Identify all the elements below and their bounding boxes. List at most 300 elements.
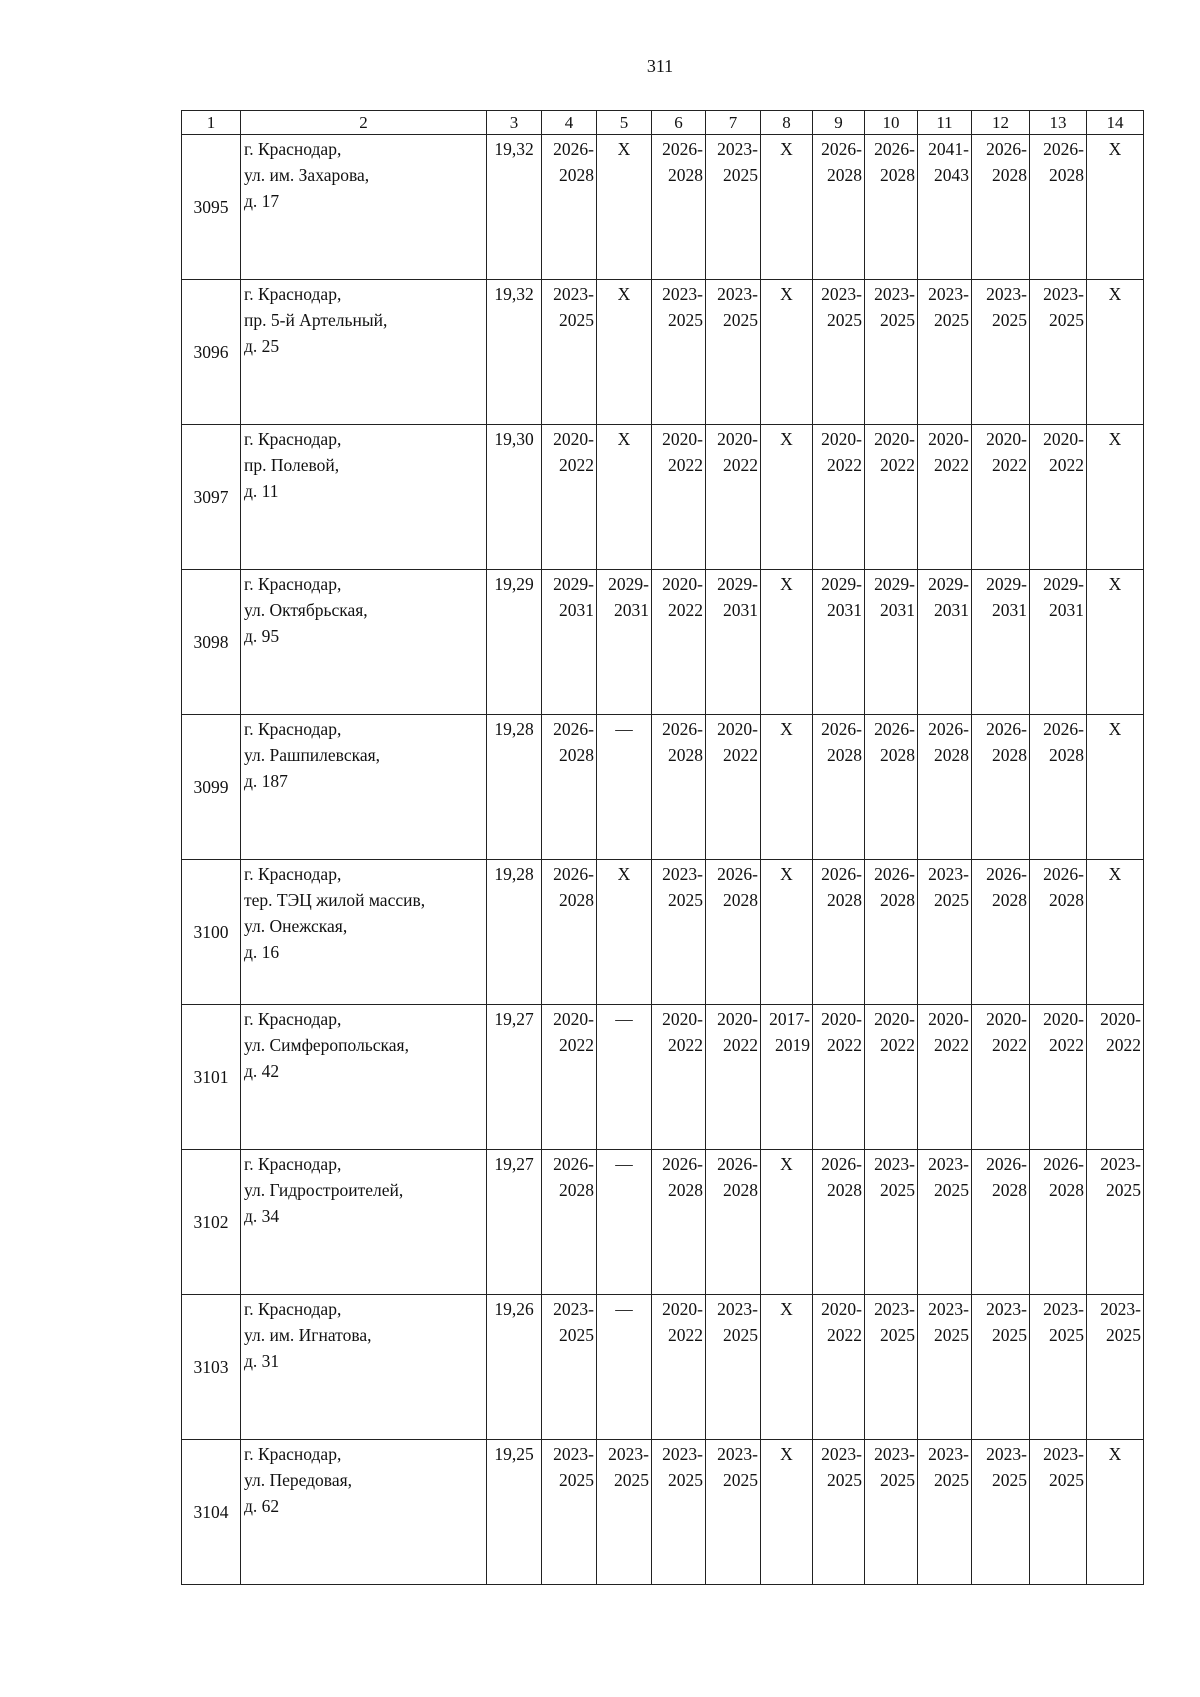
indicator-value: 19,25 [487, 1440, 542, 1585]
period-line: 2020- [662, 1299, 703, 1319]
period-line: 2023- [717, 1444, 758, 1464]
period-line: 2023- [928, 284, 969, 304]
period-cell [972, 1005, 1030, 1150]
period-cell [972, 280, 1030, 425]
period-cell [652, 1295, 706, 1440]
period-cell [1030, 1150, 1087, 1295]
housing-repair-schedule-table [181, 110, 1144, 1585]
period-line: 2022 [1106, 1035, 1141, 1055]
period-cell [1030, 1005, 1087, 1150]
period-line: 2026- [662, 719, 703, 739]
mark-text: X [617, 864, 631, 884]
period-line: 2028 [992, 745, 1027, 765]
column-number-cell: 8 [761, 111, 813, 135]
address-cell [241, 1440, 487, 1585]
mark-cell [597, 1005, 652, 1150]
period-cell [542, 135, 597, 280]
mark-text: X [1108, 139, 1122, 159]
period-line: 2025 [1106, 1180, 1141, 1200]
period-line: 2025 [934, 1180, 969, 1200]
period-cell [1030, 280, 1087, 425]
period-cell [1030, 1440, 1087, 1585]
column-number-cell: 5 [597, 111, 652, 135]
indicator-value: 19,28 [487, 860, 542, 1005]
address-cell [241, 280, 487, 425]
mark-text: X [1108, 574, 1122, 594]
period-cell [972, 425, 1030, 570]
period-line: 2028 [992, 165, 1027, 185]
mark-text: X [780, 139, 793, 159]
period-line: 2020- [821, 1299, 862, 1319]
period-line: 2028 [668, 1180, 703, 1200]
period-cell [972, 860, 1030, 1005]
mark-cell [597, 715, 652, 860]
period-line: 2022 [559, 455, 594, 475]
column-number-cell: 14 [1087, 111, 1144, 135]
period-cell [597, 1440, 652, 1585]
mark-text: X [1108, 284, 1122, 304]
period-line: 2023- [662, 284, 703, 304]
period-line: 2028 [992, 890, 1027, 910]
address-line: г. Краснодар, [244, 574, 342, 594]
period-line: 2028 [1049, 165, 1084, 185]
mark-text: X [1108, 719, 1122, 739]
period-line: 2020- [874, 1009, 915, 1029]
address-line: ул. Передовая, [244, 1470, 353, 1490]
mark-cell [597, 135, 652, 280]
period-line: 2022 [668, 1325, 703, 1345]
mark-cell [597, 425, 652, 570]
period-cell [972, 135, 1030, 280]
period-line: 2029- [717, 574, 758, 594]
period-line: 2025 [1049, 310, 1084, 330]
indicator-value: 19,32 [487, 135, 542, 280]
period-line: 2020- [553, 429, 594, 449]
period-line: 2020- [986, 429, 1027, 449]
period-line: 2028 [1049, 890, 1084, 910]
period-line: 2028 [559, 1180, 594, 1200]
period-line: 2022 [992, 1035, 1027, 1055]
period-cell [652, 1440, 706, 1585]
period-cell [918, 1005, 972, 1150]
period-line: 2026- [986, 864, 1027, 884]
mark-cell [761, 1440, 813, 1585]
period-cell [706, 135, 761, 280]
row-number: 3099 [182, 715, 241, 860]
period-cell [918, 570, 972, 715]
period-line: 2025 [827, 310, 862, 330]
period-line: 2026- [553, 1154, 594, 1174]
period-cell [1087, 1005, 1144, 1150]
period-line: 2023- [928, 1444, 969, 1464]
mark-cell [597, 860, 652, 1005]
period-line: 2025 [559, 1325, 594, 1345]
period-cell [706, 570, 761, 715]
period-line: 2020- [928, 1009, 969, 1029]
period-line: 2020- [1043, 429, 1084, 449]
period-line: 2023- [874, 1299, 915, 1319]
period-cell [1030, 860, 1087, 1005]
row-number: 3102 [182, 1150, 241, 1295]
address-line: ул. Симферопольская, [244, 1035, 409, 1055]
page-number: 311 [646, 56, 674, 76]
period-cell [652, 425, 706, 570]
mark-cell [761, 1295, 813, 1440]
period-cell [865, 860, 918, 1005]
address-line: д. 34 [244, 1206, 280, 1226]
mark-text: X [780, 284, 793, 304]
period-line: 2023- [821, 284, 862, 304]
period-line: 2022 [559, 1035, 594, 1055]
mark-text: X [617, 429, 631, 449]
period-cell [652, 1150, 706, 1295]
period-line: 2023- [662, 864, 703, 884]
period-cell [706, 1440, 761, 1585]
period-line: 2025 [723, 310, 758, 330]
period-line: 2025 [668, 890, 703, 910]
period-line: 2023- [874, 1154, 915, 1174]
period-line: 2022 [880, 1035, 915, 1055]
mark-cell [1087, 135, 1144, 280]
address-cell [241, 1005, 487, 1150]
period-cell [865, 280, 918, 425]
period-cell [813, 1440, 865, 1585]
address-cell [241, 425, 487, 570]
period-line: 2025 [934, 1325, 969, 1345]
indicator-value: 19,27 [487, 1150, 542, 1295]
period-line: 2022 [827, 1035, 862, 1055]
mark-text: X [780, 1154, 793, 1174]
address-line: д. 31 [244, 1351, 280, 1371]
period-line: 2028 [827, 745, 862, 765]
period-line: 2023- [553, 1299, 594, 1319]
period-line: 2017- [769, 1009, 810, 1029]
period-line: 2022 [992, 455, 1027, 475]
period-cell [542, 1440, 597, 1585]
mark-cell [1087, 715, 1144, 860]
row-number: 3100 [182, 860, 241, 1005]
period-line: 2025 [723, 1325, 758, 1345]
period-line: 2029- [821, 574, 862, 594]
period-line: 2023- [986, 1299, 1027, 1319]
address-line: г. Краснодар, [244, 1154, 342, 1174]
address-line: г. Краснодар, [244, 864, 342, 884]
mark-cell [761, 280, 813, 425]
address-line: г. Краснодар, [244, 719, 342, 739]
period-line: 2029- [553, 574, 594, 594]
period-line: 2026- [821, 1154, 862, 1174]
period-line: 2025 [1049, 1470, 1084, 1490]
mark-text: — [615, 1299, 633, 1319]
address-line: ул. Онежская, [244, 916, 348, 936]
period-cell [813, 135, 865, 280]
period-cell [865, 1150, 918, 1295]
period-line: 2023- [1100, 1154, 1141, 1174]
indicator-value: 19,28 [487, 715, 542, 860]
period-line: 2031 [1049, 600, 1084, 620]
period-line: 2023- [1043, 1299, 1084, 1319]
address-line: г. Краснодар, [244, 139, 342, 159]
period-cell [542, 425, 597, 570]
mark-cell [761, 715, 813, 860]
period-line: 2022 [723, 745, 758, 765]
period-line: 2025 [934, 1470, 969, 1490]
mark-cell [761, 860, 813, 1005]
period-cell [652, 1005, 706, 1150]
period-line: 2028 [559, 745, 594, 765]
period-cell [1087, 1150, 1144, 1295]
period-cell [1030, 570, 1087, 715]
period-cell [542, 280, 597, 425]
period-cell [865, 1005, 918, 1150]
period-line: 2028 [1049, 1180, 1084, 1200]
period-line: 2023- [717, 284, 758, 304]
mark-text: X [780, 1299, 793, 1319]
address-cell [241, 570, 487, 715]
period-cell [972, 715, 1030, 860]
address-line: д. 62 [244, 1496, 280, 1516]
period-line: 2020- [717, 1009, 758, 1029]
address-line: ул. Рашпилевская, [244, 745, 381, 765]
period-line: 2020- [662, 574, 703, 594]
mark-text: X [617, 139, 631, 159]
period-line: 2022 [1049, 455, 1084, 475]
period-line: 2028 [827, 890, 862, 910]
indicator-value: 19,29 [487, 570, 542, 715]
indicator-value: 19,26 [487, 1295, 542, 1440]
column-number-cell: 4 [542, 111, 597, 135]
table-row [182, 425, 1144, 570]
table-row [182, 1440, 1144, 1585]
period-line: 2022 [880, 455, 915, 475]
period-cell [918, 425, 972, 570]
period-line: 2026- [821, 139, 862, 159]
period-line: 2026- [553, 139, 594, 159]
row-number: 3104 [182, 1440, 241, 1585]
column-number-cell: 10 [865, 111, 918, 135]
period-cell [542, 860, 597, 1005]
period-cell [918, 280, 972, 425]
period-line: 2026- [1043, 139, 1084, 159]
period-line: 2022 [723, 1035, 758, 1055]
mark-cell [597, 1295, 652, 1440]
period-cell [813, 1005, 865, 1150]
period-line: 2026- [874, 864, 915, 884]
period-line: 2023- [986, 1444, 1027, 1464]
period-line: 2029- [1043, 574, 1084, 594]
period-line: 2026- [874, 139, 915, 159]
period-cell [972, 570, 1030, 715]
period-cell [813, 280, 865, 425]
period-line: 2022 [668, 1035, 703, 1055]
mark-text: X [1108, 429, 1122, 449]
period-cell [597, 570, 652, 715]
period-line: 2023- [986, 284, 1027, 304]
address-line: ул. им. Игнатова, [244, 1325, 372, 1345]
period-line: 2025 [614, 1470, 649, 1490]
period-line: 2022 [1049, 1035, 1084, 1055]
period-cell [706, 860, 761, 1005]
period-line: 2028 [559, 165, 594, 185]
row-number: 3098 [182, 570, 241, 715]
mark-cell [761, 570, 813, 715]
period-line: 2031 [880, 600, 915, 620]
period-cell [1030, 135, 1087, 280]
period-line: 2022 [934, 455, 969, 475]
period-line: 2031 [614, 600, 649, 620]
period-line: 2023- [928, 1299, 969, 1319]
period-line: 2026- [1043, 1154, 1084, 1174]
address-cell [241, 715, 487, 860]
period-cell [761, 1005, 813, 1150]
period-line: 2020- [662, 429, 703, 449]
period-cell [706, 715, 761, 860]
address-line: г. Краснодар, [244, 284, 342, 304]
period-line: 2028 [827, 165, 862, 185]
period-line: 2029- [928, 574, 969, 594]
period-cell [918, 1295, 972, 1440]
address-line: ул. Октябрьская, [244, 600, 368, 620]
period-cell [813, 715, 865, 860]
address-line: ул. им. Захарова, [244, 165, 370, 185]
period-line: 2028 [723, 890, 758, 910]
table-row [182, 1150, 1144, 1295]
period-line: 2020- [717, 429, 758, 449]
mark-text: X [780, 719, 793, 739]
period-cell [542, 715, 597, 860]
period-cell [1030, 425, 1087, 570]
address-cell [241, 1295, 487, 1440]
period-line: 2028 [880, 745, 915, 765]
address-line: г. Краснодар, [244, 1444, 342, 1464]
period-cell [813, 860, 865, 1005]
mark-text: X [617, 284, 631, 304]
period-line: 2020- [928, 429, 969, 449]
table-row [182, 1295, 1144, 1440]
period-line: 2031 [992, 600, 1027, 620]
mark-cell [1087, 1440, 1144, 1585]
address-cell [241, 135, 487, 280]
period-cell [813, 425, 865, 570]
period-line: 2041- [928, 139, 969, 159]
period-line: 2022 [723, 455, 758, 475]
period-line: 2022 [668, 455, 703, 475]
period-line: 2031 [827, 600, 862, 620]
mark-cell [761, 425, 813, 570]
period-cell [865, 1295, 918, 1440]
period-line: 2025 [668, 310, 703, 330]
period-line: 2023- [553, 1444, 594, 1464]
period-line: 2020- [662, 1009, 703, 1029]
mark-cell [1087, 860, 1144, 1005]
table-row [182, 860, 1144, 1005]
period-cell [865, 1440, 918, 1585]
period-line: 2022 [827, 1325, 862, 1345]
mark-text: X [1108, 864, 1122, 884]
period-line: 2019 [775, 1035, 810, 1055]
period-line: 2026- [874, 719, 915, 739]
period-line: 2025 [880, 1180, 915, 1200]
period-cell [652, 860, 706, 1005]
period-cell [542, 1005, 597, 1150]
column-number-cell: 6 [652, 111, 706, 135]
period-cell [652, 715, 706, 860]
period-cell [706, 1295, 761, 1440]
period-line: 2043 [934, 165, 969, 185]
period-line: 2023- [717, 139, 758, 159]
mark-text: — [615, 719, 633, 739]
period-line: 2023- [928, 864, 969, 884]
period-line: 2028 [880, 890, 915, 910]
mark-text: — [615, 1009, 633, 1029]
period-line: 2023- [1043, 1444, 1084, 1464]
period-cell [706, 1005, 761, 1150]
period-line: 2026- [821, 719, 862, 739]
period-line: 2025 [1049, 1325, 1084, 1345]
period-line: 2025 [992, 1470, 1027, 1490]
column-number-cell: 11 [918, 111, 972, 135]
period-line: 2025 [992, 310, 1027, 330]
period-line: 2025 [827, 1470, 862, 1490]
column-number-cell: 9 [813, 111, 865, 135]
mark-cell [1087, 280, 1144, 425]
period-line: 2020- [874, 429, 915, 449]
table-row [182, 570, 1144, 715]
column-number-cell: 7 [706, 111, 761, 135]
mark-cell [761, 135, 813, 280]
table-row [182, 135, 1144, 280]
address-line: г. Краснодар, [244, 429, 342, 449]
period-line: 2025 [668, 1470, 703, 1490]
address-line: д. 25 [244, 336, 280, 356]
period-line: 2023- [874, 284, 915, 304]
period-cell [813, 1150, 865, 1295]
row-number: 3101 [182, 1005, 241, 1150]
period-line: 2026- [662, 1154, 703, 1174]
period-line: 2022 [934, 1035, 969, 1055]
period-line: 2028 [668, 745, 703, 765]
period-cell [542, 1295, 597, 1440]
period-cell [865, 135, 918, 280]
period-cell [972, 1295, 1030, 1440]
period-line: 2020- [717, 719, 758, 739]
column-number-cell: 2 [241, 111, 487, 135]
address-line: д. 11 [244, 481, 279, 501]
address-line: д. 17 [244, 191, 280, 211]
address-line: тер. ТЭЦ жилой массив, [244, 890, 426, 910]
row-number: 3095 [182, 135, 241, 280]
address-line: ул. Гидростроителей, [244, 1180, 404, 1200]
period-cell [972, 1440, 1030, 1585]
period-line: 2029- [874, 574, 915, 594]
mark-text: — [615, 1154, 633, 1174]
address-line: д. 16 [244, 942, 280, 962]
address-line: д. 95 [244, 626, 280, 646]
period-line: 2028 [992, 1180, 1027, 1200]
period-line: 2028 [827, 1180, 862, 1200]
period-line: 2029- [608, 574, 649, 594]
period-line: 2022 [827, 455, 862, 475]
mark-cell [761, 1150, 813, 1295]
period-line: 2025 [880, 1325, 915, 1345]
period-cell [1030, 715, 1087, 860]
indicator-value: 19,32 [487, 280, 542, 425]
period-line: 2020- [1100, 1009, 1141, 1029]
period-cell [865, 715, 918, 860]
table-row [182, 280, 1144, 425]
address-line: г. Краснодар, [244, 1009, 342, 1029]
period-cell [918, 1440, 972, 1585]
